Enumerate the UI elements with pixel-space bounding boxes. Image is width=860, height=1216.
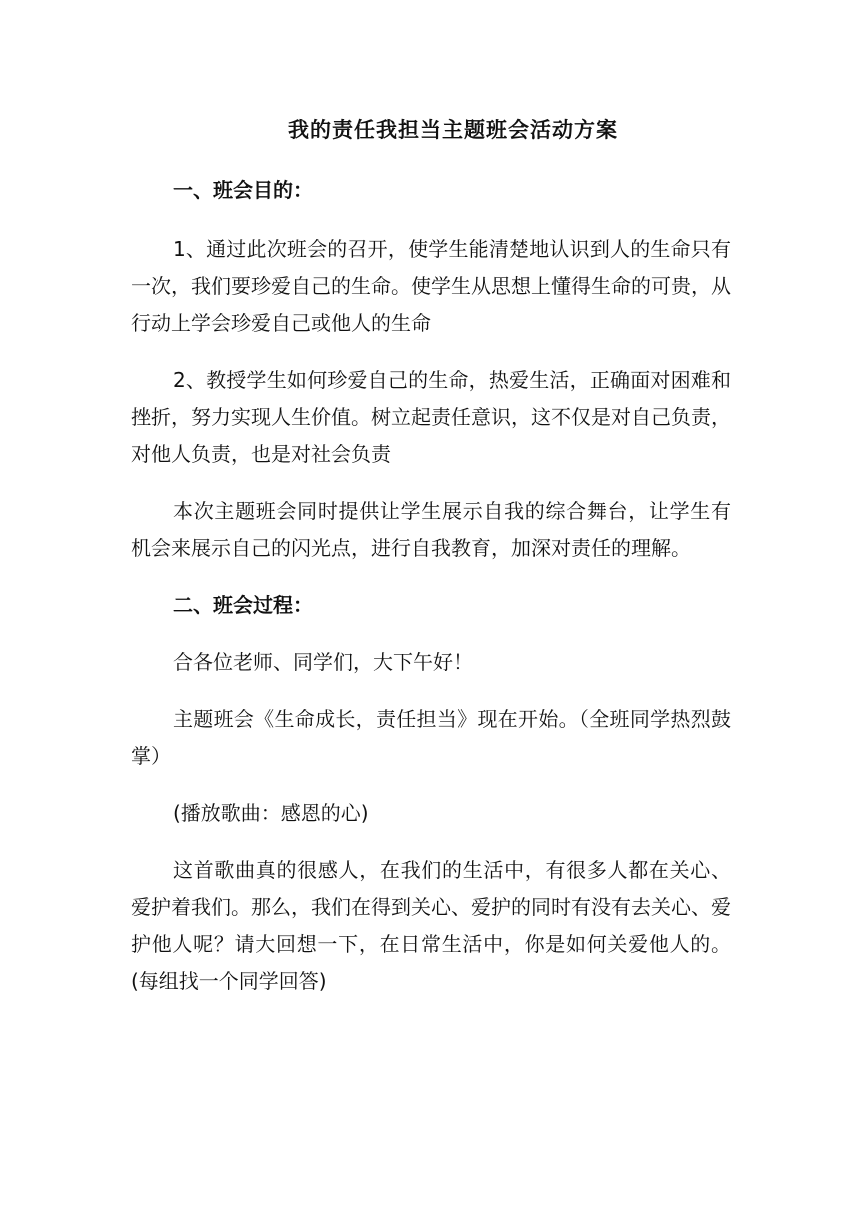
paragraph-greeting: 合各位老师、同学们，大下午好！ xyxy=(173,650,473,674)
section-heading-process: 二、班会过程： xyxy=(173,593,313,617)
document-title: 我的责任我担当主题班会活动方案 xyxy=(288,118,618,142)
paragraph-discussion: 这首歌曲真的很感人，在我们的生活中，有很多人都在关心、爱护着我们。那么，我们在得到关心、爱护的同时有没有去关心、爱护他人呢？请大回想一下，在日常生活中，你是如何关爱他人的。(每组找一个同学回答) xyxy=(131,858,731,993)
paragraph-purpose-2: 2、教授学生如何珍爱自己的生命，热爱生活，正确面对困难和挫折，努力实现人生价值。树立起责任意识，这不仅是对自己负责，对他人负责，也是对社会负责 xyxy=(131,368,731,466)
paragraph-song: (播放歌曲：感恩的心) xyxy=(173,801,369,825)
paragraph-purpose-1: 1、通过此次班会的召开，使学生能清楚地认识到人的生命只有一次，我们要珍爱自己的生命。使学生从思想上懂得生命的可贵，从行动上学会珍爱自己或他人的生命 xyxy=(131,237,731,335)
paragraph-opening: 主题班会《生命成长，责任担当》现在开始。（全班同学热烈鼓掌） xyxy=(131,707,731,768)
document-body xyxy=(131,172,731,1000)
paragraph-purpose-3: 本次主题班会同时提供让学生展示自我的综合舞台，让学生有机会来展示自己的闪光点，进行自我教育，加深对责任的理解。 xyxy=(131,499,731,560)
section-heading-purpose: 一、班会目的： xyxy=(173,178,313,202)
